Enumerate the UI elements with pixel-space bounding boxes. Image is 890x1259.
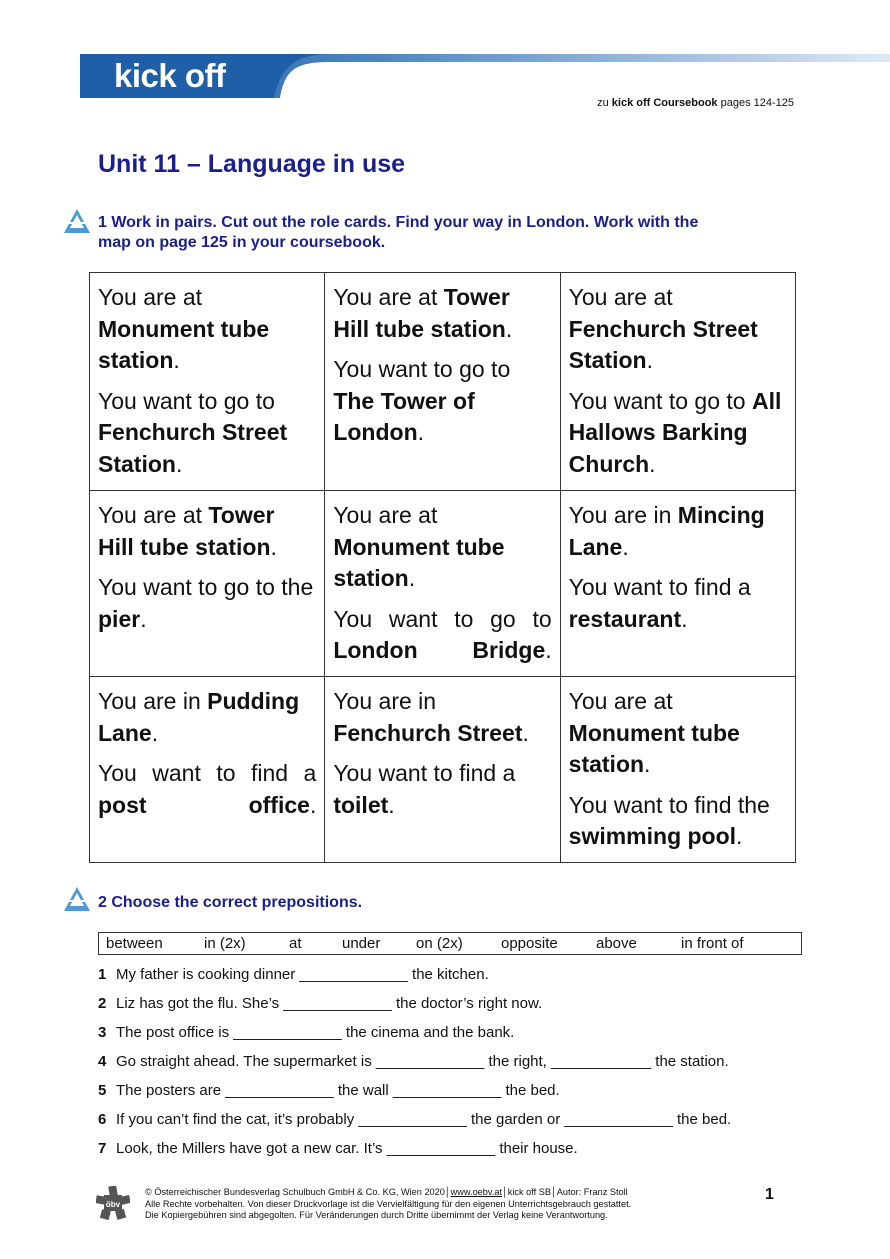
exercise-sentence: 5 The posters are _____________ the wall _____________ the bed. [98,1082,560,1099]
exercise-sentence: 3 The post office is _____________ the cinema and the bank. [98,1024,515,1041]
publisher-logo [96,1186,130,1220]
word-box-item: at [289,935,302,952]
svg-text:öbv: öbv [105,1200,121,1209]
role-card: You are at Tower Hill tube station. You want to go to The Tower of London. [325,273,560,491]
copyright-footer: © Österreichischer Bundesverlag Schulbuch GmbH & Co. KG, Wien 2020│www.oebv.at│kick off SB│Autor: Franz Stoll Alle Rechte vorbehalten. Von dieser Druckvorlage ist die Vervielfältigung für den eigenen Unterrichtsgebrauch gestattet. Die Kopiergebühren sind abgegolten. Für Veränderungen durch Dritte übernimmt der Verlag keine Verantwortung. [145,1187,632,1220]
role-card: You are at Tower Hill tube station. You want to go to the pier. [90,491,325,677]
word-box [98,932,802,955]
role-card: You are in Fenchurch Street. You want to find a toilet. [325,677,560,863]
exercise2-heading: 2 Choose the correct prepositions. [98,894,363,911]
word-box-item: above [596,935,637,952]
publisher-link[interactable]: www.oebv.at [450,1187,503,1197]
exercise-sentence: 4 Go straight ahead. The supermarket is _____________ the right, ____________ the station. [98,1053,729,1070]
exercise-sentence: 7 Look, the Millers have got a new car. It’s _____________ their house. [98,1140,578,1157]
role-card: You are in Pudding Lane. You want to find a post office. [90,677,325,863]
word-box-item: in (2x) [204,935,246,952]
role-card: You are at Monument tube station. You want to go to Fenchurch Street Station. [90,273,325,491]
exercise1-heading: 1 Work in pairs. Cut out the role cards. Find your way in London. Work with the map on page 125 in your coursebook. [98,214,699,251]
word-box-item: opposite [501,935,558,952]
exercise-sentence: 1 My father is cooking dinner _____________ the kitchen. [98,966,489,983]
page-title: Unit 11 – Language in use [98,150,406,178]
header-banner [80,54,890,98]
role-card: You are at Fenchurch Street Station. You want to go to All Hallows Barking Church. [560,273,795,491]
coursebook-reference: zu kick off Coursebook pages 124-125 [597,97,794,109]
pair-work-icon [63,208,91,234]
exercise-sentence: 6 If you can’t find the cat, it’s probably _____________ the garden or _____________ the bed. [98,1111,732,1128]
pair-work-icon [63,886,91,912]
role-card: You are in Mincing Lane. You want to find a restaurant. [560,491,795,677]
brand-logo-text: kick off [114,57,226,94]
role-cards-table [89,272,796,863]
word-box-item: on (2x) [416,935,463,952]
exercise-sentence: 2 Liz has got the flu. She’s _____________ the doctor’s right now. [98,995,543,1012]
role-card: You are at Monument tube station. You want to find the swimming pool. [560,677,795,863]
word-box-item: under [342,935,381,952]
page-number: 1 [765,1186,774,1203]
word-box-item: in front of [681,935,744,952]
role-card: You are at Monument tube station. You want to go to London Bridge. [325,491,560,677]
word-box-item: between [106,935,163,952]
